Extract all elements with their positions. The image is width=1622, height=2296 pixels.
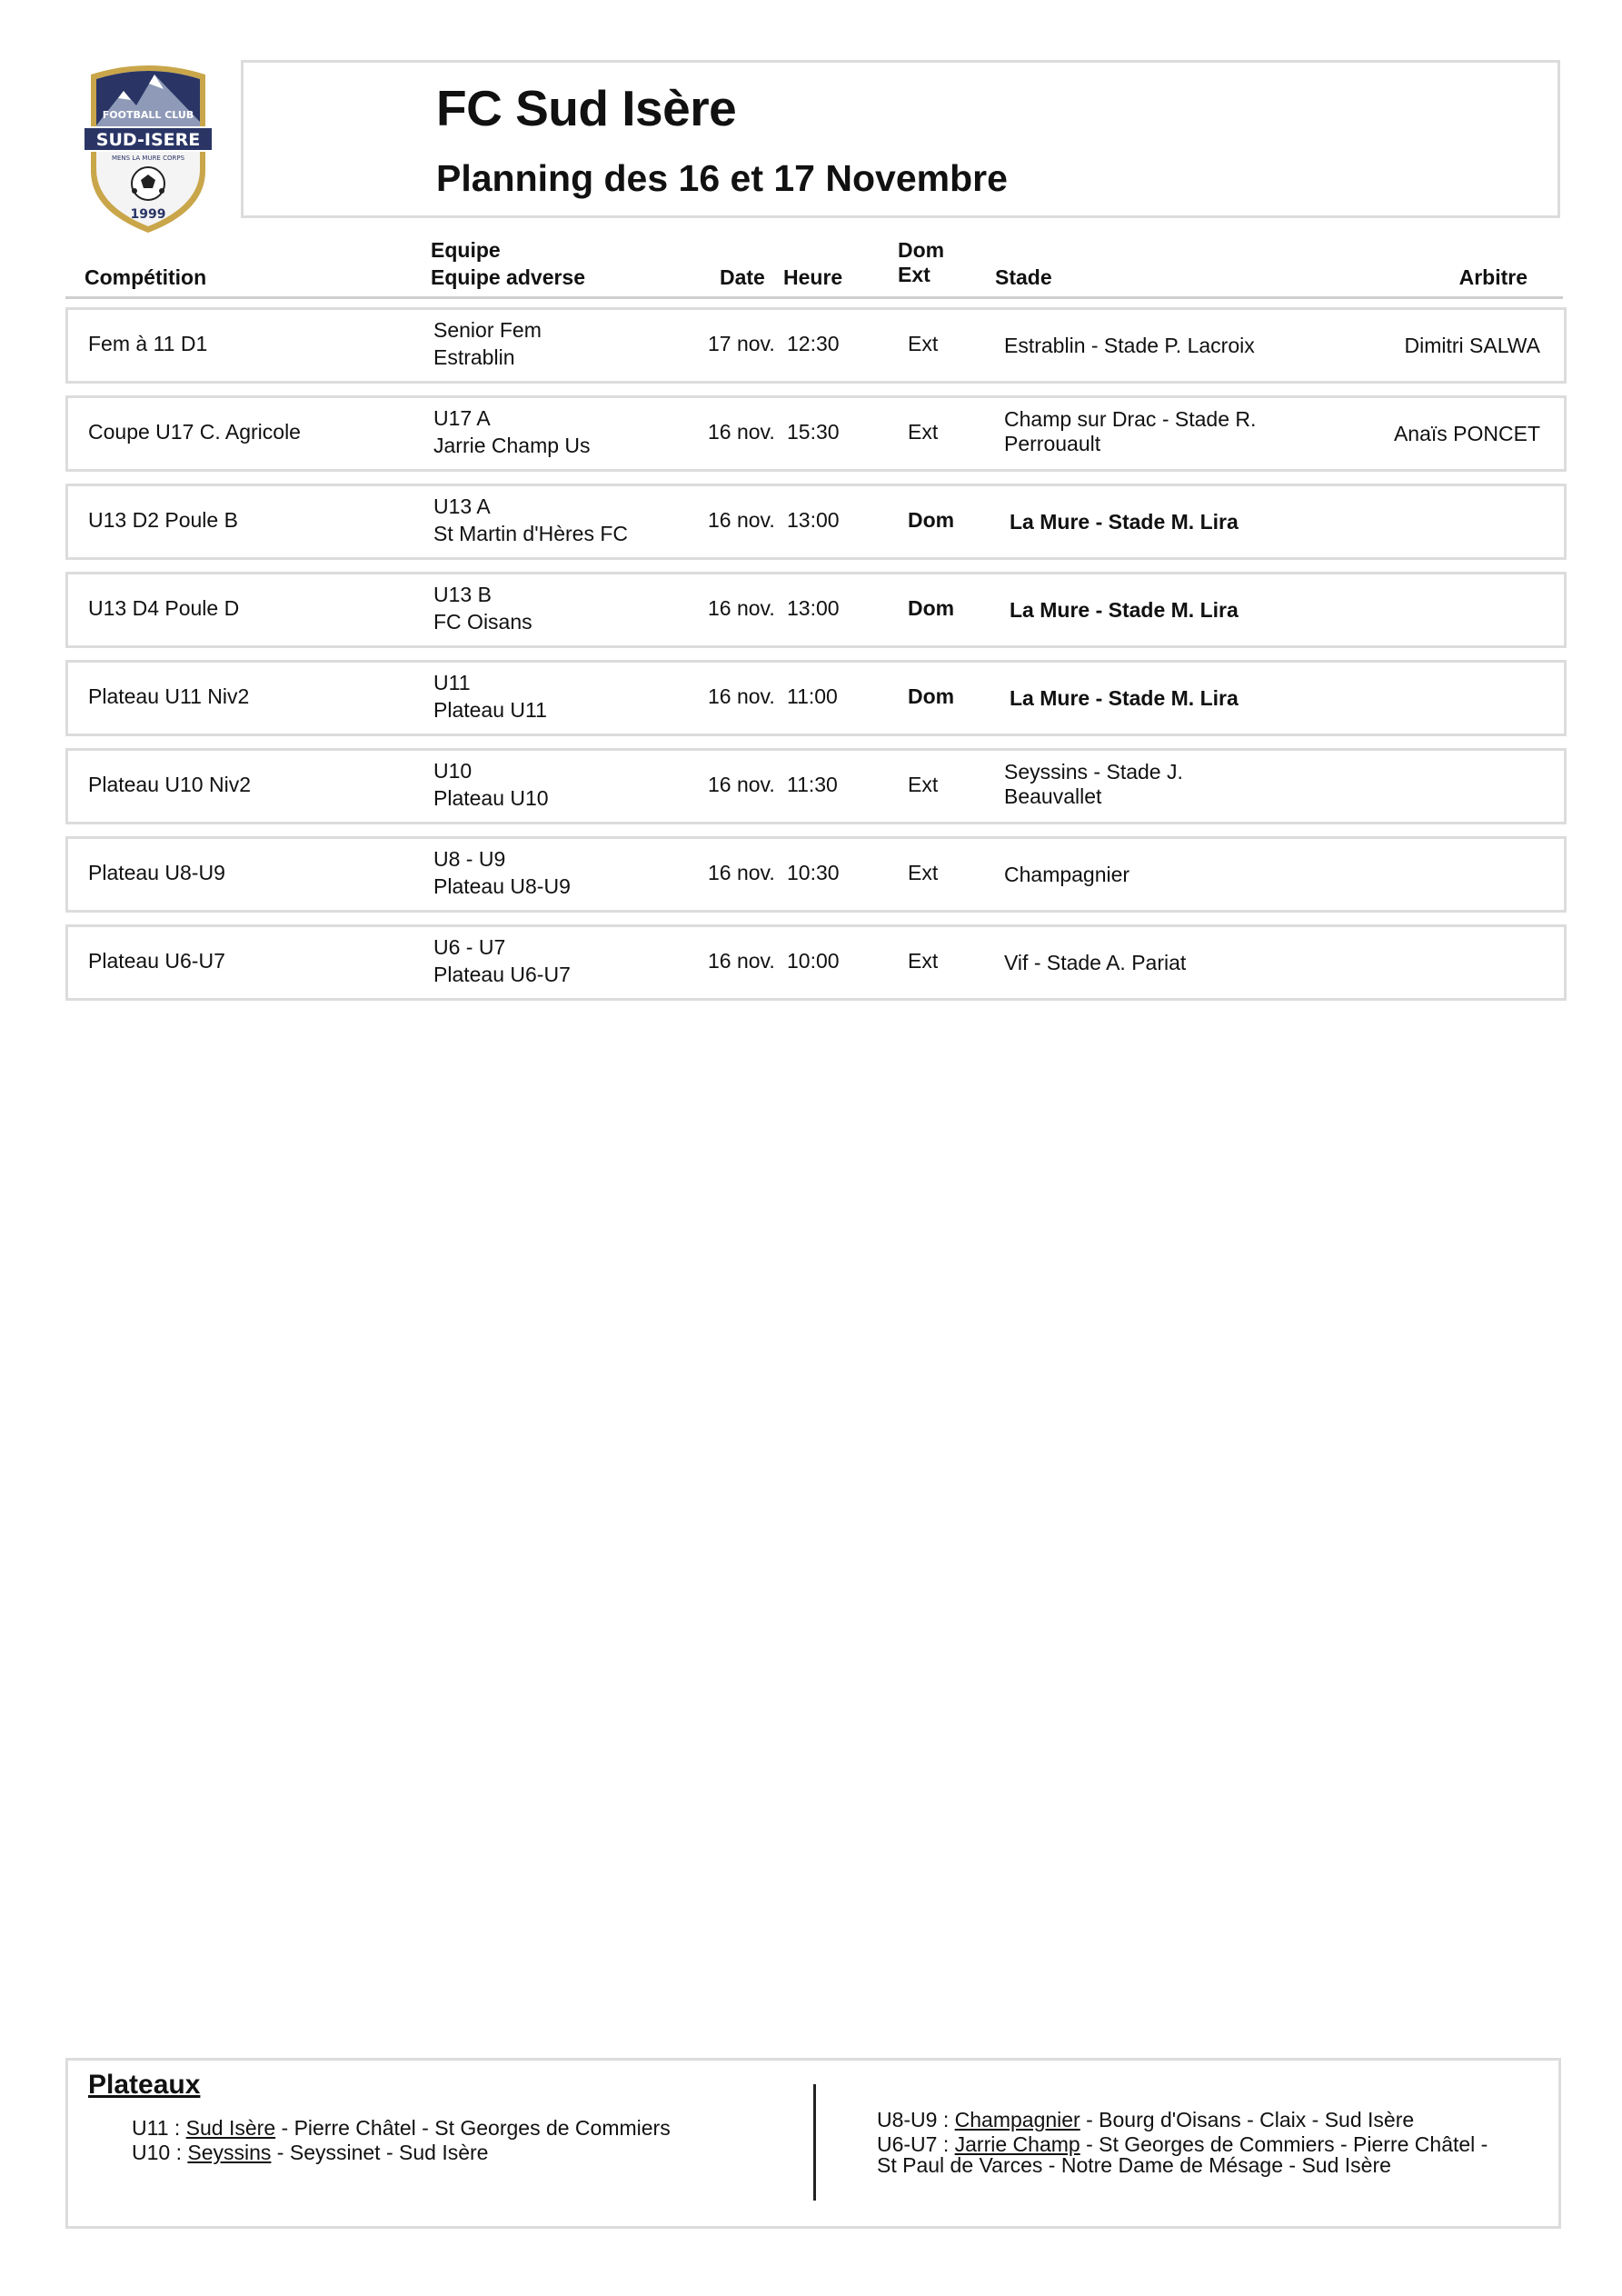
table-header xyxy=(0,238,1622,298)
stadium: Seyssins - Stade J. Beauvallet xyxy=(1004,760,1183,808)
match-time: 11:30 xyxy=(787,773,838,796)
col-ext: Ext xyxy=(898,263,930,286)
col-dom: Dom xyxy=(898,238,945,262)
match-time: 10:30 xyxy=(787,861,840,884)
competition: Plateau U8-U9 xyxy=(88,861,225,884)
match-time: 13:00 xyxy=(787,596,840,620)
svg-text:SUD-ISERE: SUD-ISERE xyxy=(95,130,201,150)
match-date: 16 nov. xyxy=(708,949,775,973)
col-equipe-adverse: Equipe adverse xyxy=(431,265,586,289)
dom-ext: Ext xyxy=(908,861,939,884)
plateaux-title: Plateaux xyxy=(88,2070,201,2100)
teams: U6 - U7 Plateau U6-U7 xyxy=(433,935,571,986)
col-equipe: Equipe xyxy=(431,238,501,262)
plateau-u11: U11 : Sud Isère - Pierre Châtel - St Georges de Commiers xyxy=(132,2116,671,2140)
table-row xyxy=(65,484,1567,560)
club-logo xyxy=(80,55,216,236)
match-time: 10:00 xyxy=(787,949,840,973)
match-date: 17 nov. xyxy=(708,332,775,355)
competition: Fem à 11 D1 xyxy=(88,332,208,355)
match-date: 16 nov. xyxy=(708,508,775,532)
table-row xyxy=(65,307,1567,384)
dom-ext: Ext xyxy=(908,949,939,973)
plateau-u6-u7: U6-U7 : Jarrie Champ - St Georges de Commiers - Pierre Châtel - xyxy=(877,2132,1488,2156)
page-subtitle: Planning des 16 et 17 Novembre xyxy=(436,157,1008,199)
teams: U17 A Jarrie Champ Us xyxy=(433,406,591,457)
svg-text:FOOTBALL CLUB: FOOTBALL CLUB xyxy=(102,109,194,121)
competition: Plateau U10 Niv2 xyxy=(88,773,251,796)
stadium: La Mure - Stade M. Lira xyxy=(1010,598,1239,622)
teams: Senior Fem Estrablin xyxy=(433,318,542,369)
col-arbitre: Arbitre xyxy=(1458,265,1527,289)
stadium: Champ sur Drac - Stade R. Perrouault xyxy=(1004,407,1257,455)
football-club-crest-icon xyxy=(80,55,216,236)
plateau-u10: U10 : Seyssins - Seyssinet - Sud Isère xyxy=(132,2141,489,2164)
competition: Coupe U17 C. Agricole xyxy=(88,420,301,444)
teams: U10 Plateau U10 xyxy=(433,759,549,810)
competition: U13 D2 Poule B xyxy=(88,508,238,532)
plateaux-divider xyxy=(813,2084,816,2201)
table-row xyxy=(65,748,1567,824)
match-date: 16 nov. xyxy=(708,596,775,620)
match-time: 13:00 xyxy=(787,508,840,532)
plateaux-box xyxy=(65,2058,1561,2229)
header-divider xyxy=(65,296,1563,299)
stadium: Champagnier xyxy=(1004,863,1130,886)
svg-text:1999: 1999 xyxy=(130,207,166,222)
page-title: FC Sud Isère xyxy=(436,80,737,136)
table-row xyxy=(65,572,1567,648)
stadium: La Mure - Stade M. Lira xyxy=(1010,510,1239,534)
match-time: 12:30 xyxy=(787,332,840,355)
teams: U8 - U9 Plateau U8-U9 xyxy=(433,847,571,898)
col-competition: Compétition xyxy=(85,265,207,289)
table-row xyxy=(65,660,1567,736)
table-row xyxy=(65,395,1567,472)
dom-ext: Ext xyxy=(908,420,939,444)
competition: U13 D4 Poule D xyxy=(88,596,240,620)
teams: U13 A St Martin d'Hères FC xyxy=(433,494,628,545)
dom-ext: Dom xyxy=(908,596,955,620)
stadium: Vif - Stade A. Pariat xyxy=(1004,951,1187,974)
match-date: 16 nov. xyxy=(708,684,775,708)
title-box xyxy=(241,60,1560,218)
col-date: Date xyxy=(720,265,765,289)
col-heure: Heure xyxy=(783,265,843,289)
match-time: 11:00 xyxy=(787,684,838,708)
referee: Anaïs PONCET xyxy=(1393,422,1540,445)
plateau-u6-u7-continued: St Paul de Varces - Notre Dame de Mésage - Sud Isère xyxy=(877,2153,1391,2177)
dom-ext: Ext xyxy=(908,332,939,355)
dom-ext: Dom xyxy=(908,684,955,708)
match-date: 16 nov. xyxy=(708,420,775,444)
dom-ext: Ext xyxy=(908,773,939,796)
table-row xyxy=(65,836,1567,913)
match-time: 15:30 xyxy=(787,420,840,444)
stadium: Estrablin - Stade P. Lacroix xyxy=(1004,334,1255,357)
teams: U13 B FC Oisans xyxy=(433,583,532,634)
match-date: 16 nov. xyxy=(708,861,775,884)
referee: Dimitri SALWA xyxy=(1404,334,1540,357)
table-row xyxy=(65,924,1567,1001)
col-stade: Stade xyxy=(995,265,1052,289)
dom-ext: Dom xyxy=(908,508,955,532)
stadium: La Mure - Stade M. Lira xyxy=(1010,686,1239,710)
competition: Plateau U6-U7 xyxy=(88,949,225,973)
plateau-u8-u9: U8-U9 : Champagnier - Bourg d'Oisans - Claix - Sud Isère xyxy=(877,2108,1415,2131)
match-date: 16 nov. xyxy=(708,773,775,796)
competition: Plateau U11 Niv2 xyxy=(88,684,250,708)
teams: U11 Plateau U11 xyxy=(433,671,547,722)
svg-text:MENS LA MURE CORPS: MENS LA MURE CORPS xyxy=(111,155,185,162)
